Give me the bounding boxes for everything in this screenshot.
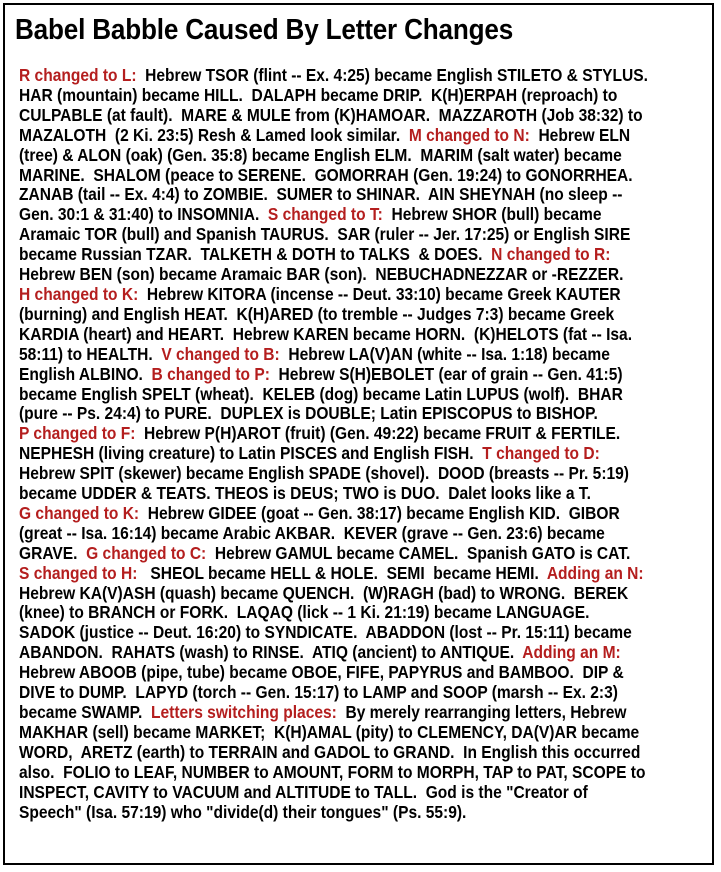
body-segment: became Russian TZAR. TALKETH & DOTH to TALKS & DOES. [19,244,492,265]
body-segment: Hebrew TSOR (flint -- Ex. 4:25) became English STILETO & STYLUS. [136,65,648,85]
body-segment: HAR (mountain) became HILL. DALAPH became DRIP. K(H)ERPAH (reproach) to [19,84,618,105]
body-segment: (pure -- Ps. 24:4) to PURE. DUPLEX is DOUBLE; Latin EPISCOPUS to BISHOP. [19,403,598,424]
body-segment: Hebrew KA(V)ASH (quash) became QUENCH. (W)RAGH (bad) to WRONG. BEREK [19,582,629,603]
body-segment: NEPHESH (living creature) to Latin PISCES and English FISH. [19,443,483,464]
text-line [19,763,718,783]
body-segment: Hebrew P(H)AROT (fruit) (Gen. 49:22) became FRUIT & FERTILE. [135,423,621,444]
body-segment: (great -- Isa. 16:14) became Arabic AKBAR. KEVER (grave -- Gen. 23:6) became [19,522,605,543]
text-line [19,365,718,385]
section-heading: Letters switching places: [150,702,337,722]
body-segment: ZANAB (tail -- Ex. 4:4) to ZOMBIE. SUMER to SHINAR. AIN SHEYNAH (no sleep -- [19,184,623,205]
body-segment: Hebrew S(H)EBOLET (ear of grain -- Gen. 41:5) [269,363,623,384]
body-segment: MARINE. SHALOM (peace to SERENE. GOMORRAH (Gen. 19:24) to GONORRHEA. [19,164,633,185]
text-line [19,643,718,663]
body-text [19,66,718,822]
text-line [19,404,718,424]
body-segment: ABANDON. RAHATS (wash) to RINSE. ATIQ (ancient) to ANTIQUE. [19,642,523,663]
section-heading: P changed to F: [19,423,136,444]
body-segment: Aramaic TOR (bull) and Spanish TAURUS. SAR (ruler -- Jer. 17:25) or English SIRE [19,224,631,245]
text-line [19,584,718,604]
body-segment: MAZALOTH (2 Ki. 23:5) Resh & Lamed look similar. [19,124,409,145]
text-line [19,205,718,225]
text-line [19,225,718,245]
section-heading: T changed to D: [482,443,600,464]
body-segment: Hebrew ABOOB (pipe, tube) became OBOE, FIFE, PAPYRUS and BAMBOO. DIP & [19,662,624,683]
body-segment: Hebrew LA(V)AN (white -- Isa. 1:18) became [279,343,610,364]
text-line [19,544,718,564]
text-line [19,245,718,265]
section-heading: S changed to T: [267,204,383,225]
body-segment: Hebrew SPIT (skewer) became English SPADE (shovel). DOOD (breasts -- Pr. 5:19) [19,463,629,484]
text-line [19,106,718,126]
body-segment: SADOK (justice -- Deut. 16:20) to SYNDICATE. ABADDON (lost -- Pr. 15:11) became [19,622,632,643]
text-line [19,305,718,325]
body-segment: DIVE to DUMP. LAPYD (torch -- Gen. 15:17) to LAMP and SOOP (marsh -- Ex. 2:3) [19,682,618,703]
text-line [19,126,718,146]
body-segment: INSPECT, CAVITY to VACUUM and ALTITUDE to TALL. God is the "Creator of [19,781,588,802]
text-line [19,325,718,345]
body-segment: became English SPELT (wheat). KELEB (dog) became Latin LUPUS (wolf). BHAR [19,383,623,404]
section-heading: B changed to P: [151,363,270,384]
body-segment: Gen. 30:1 & 31:40) to INSOMNIA. [19,204,268,225]
body-segment: Hebrew SHOR (bull) became [382,204,602,225]
text-line [19,803,718,823]
section-heading: Adding an M: [522,642,621,663]
text-line [19,185,718,205]
text-line [19,683,718,703]
body-segment: Hebrew GIDEE (goat -- Gen. 38:17) became English KID. GIBOR [139,502,620,523]
body-segment: also. FOLIO to LEAF, NUMBER to AMOUNT, FORM to MORPH, TAP to PAT, SCOPE to [19,761,646,782]
section-heading: S changed to H: [19,562,138,583]
text-line [19,86,718,106]
body-segment: (tree) & ALON (oak) (Gen. 35:8) became English ELM. MARIM (salt water) became [19,144,622,165]
body-segment: MAKHAR (sell) became MARKET; K(H)AMAL (pity) to CLEMENCY, DA(V)AR became [19,721,640,742]
body-segment: KARDIA (heart) and HEART. Hebrew KAREN became HORN. (K)HELOTS (fat -- Isa. [19,323,633,344]
body-segment: (knee) to BRANCH or FORK. LAQAQ (lick -- 1 Ki. 21:19) became LANGUAGE. [19,602,590,623]
section-heading: G changed to K: [19,502,140,523]
body-segment: GRAVE. [19,542,87,563]
body-segment: CULPABLE (at fault). MARE & MULE from (K)HAMOAR. MAZZAROTH (Job 38:32) to [19,104,643,125]
body-segment: SHEOL became HELL & HOLE. SEMI became HEMI. [137,562,547,583]
text-line [19,723,718,743]
text-line [19,564,718,584]
text-line [19,265,718,285]
text-line [19,424,718,444]
text-line [19,146,718,166]
body-segment: Hebrew BEN (son) became Aramaic BAR (son). NEBUCHADNEZZAR or -REZZER. [19,264,624,285]
text-line [19,66,718,86]
document-frame [3,3,714,865]
text-line [19,285,718,305]
body-segment: Hebrew ELN [529,124,631,145]
text-line [19,703,718,723]
section-heading: N changed to R: [491,244,611,265]
section-heading: R changed to L: [19,65,137,85]
text-line [19,524,718,544]
text-line [19,484,718,504]
body-segment: By merely rearranging letters, Hebrew [336,702,627,722]
text-line [19,166,718,186]
section-heading: H changed to K: [19,283,139,304]
body-segment: WORD, ARETZ (earth) to TERRAIN and GADOL to GRAND. In English this occurred [19,741,641,762]
text-line [19,623,718,643]
text-line [19,603,718,623]
text-line [19,504,718,524]
text-line [19,444,718,464]
body-segment: English ALBINO. [19,363,152,384]
section-heading: G changed to C: [86,542,207,563]
section-heading: Adding an N: [546,562,644,583]
body-segment: (burning) and English HEAT. K(H)ARED (to tremble -- Judges 7:3) became Greek [19,303,615,324]
text-line [19,464,718,484]
body-segment: Speech" (Isa. 57:19) who "divide(d) their tongues" (Ps. 55:9). [19,801,467,822]
text-line [19,385,718,405]
page-title: Babel Babble Caused By Letter Changes [15,14,514,46]
section-heading: M changed to N: [408,124,530,145]
text-line [19,345,718,365]
body-segment: 58:11) to HEALTH. [19,343,162,364]
text-line [19,743,718,763]
section-heading: V changed to B: [161,343,280,364]
text-line [19,663,718,683]
body-segment: Hebrew GAMUL became CAMEL. Spanish GATO is CAT. [206,542,631,563]
text-line [19,783,718,803]
body-segment: became SWAMP. [19,702,151,722]
body-segment: became UDDER & TEATS. THEOS is DEUS; TWO is DUO. Dalet looks like a T. [19,483,591,504]
body-segment: Hebrew KITORA (incense -- Deut. 33:10) became Greek KAUTER [138,283,621,304]
